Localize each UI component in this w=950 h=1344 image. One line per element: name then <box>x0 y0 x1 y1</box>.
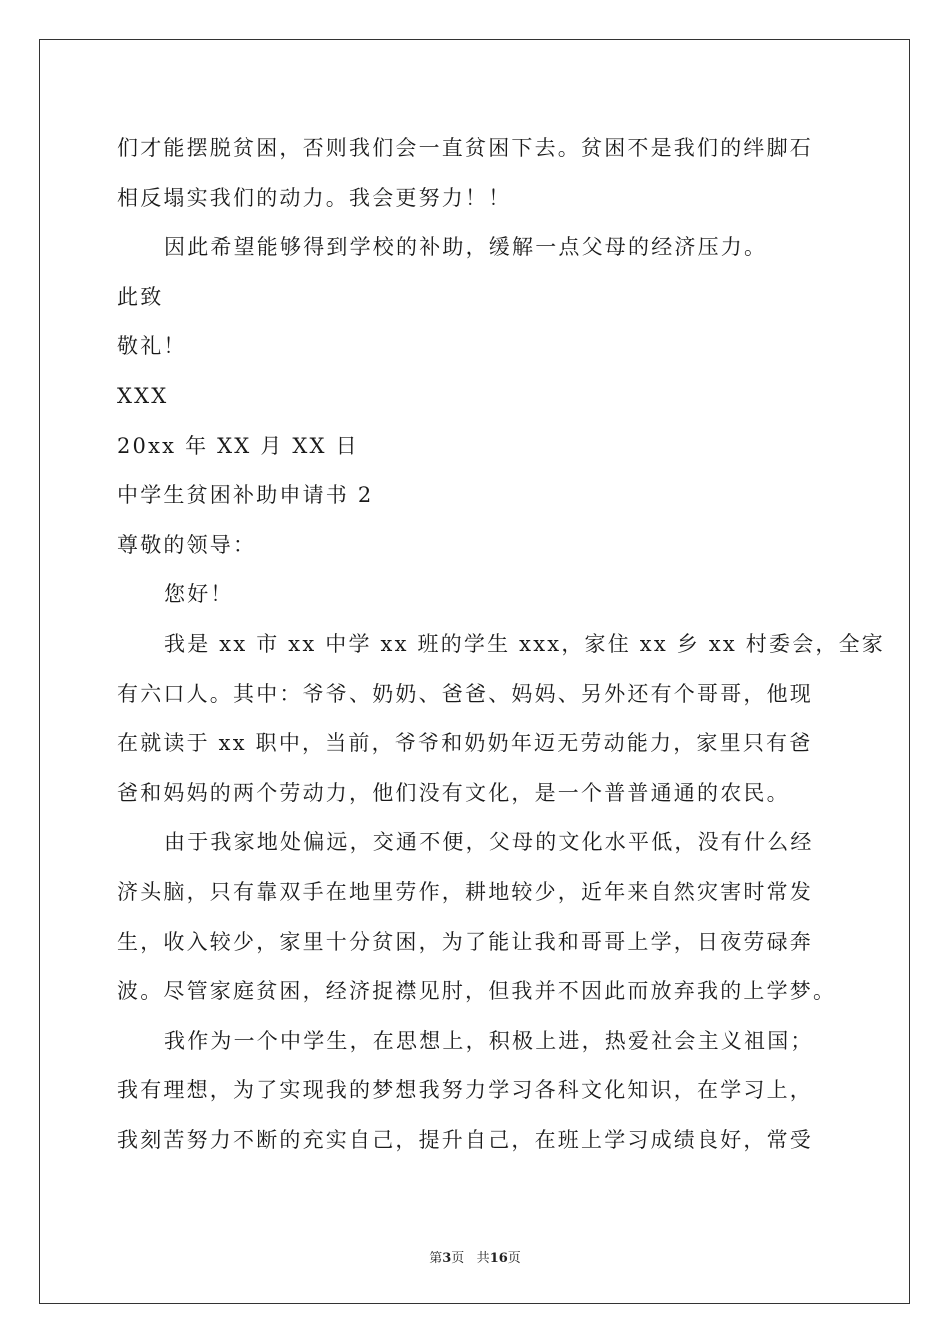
text-line: 我是 xx 市 xx 中学 xx 班的学生 xxx，家住 xx 乡 xx 村委会，全家 <box>164 631 885 656</box>
text-line: 中学生贫困补助申请书 2 <box>117 483 374 508</box>
text-line: 由于我家地处偏远，交通不便，父母的文化水平低，没有什么经 <box>164 830 814 855</box>
text-line: 敬礼！ <box>117 334 187 359</box>
text-line: 们才能摆脱贫困，否则我们会一直贫困下去。贫困不是我们的绊脚石 <box>117 136 813 160</box>
text-line: 我刻苦努力不断的充实自己，提升自己，在班上学习成绩良好，常受 <box>117 1127 813 1152</box>
text-line: 此致 <box>117 284 164 309</box>
text-line: 波。尽管家庭贫困，经济捉襟见肘，但我并不因此而放弃我的上学梦。 <box>117 979 837 1004</box>
text-line: 有六口人。其中：爷爷、奶奶、爸爸、妈妈、另外还有个哥哥，他现 <box>117 681 813 706</box>
text-line: 我作为一个中学生，在思想上，积极上进，热爱社会主义祖国； <box>164 1028 814 1053</box>
document-body <box>117 124 885 1165</box>
footer-page-prefix: 第 <box>429 1251 443 1266</box>
footer-total-pages: 16 <box>489 1251 508 1266</box>
text-line: 相反塌实我们的动力。我会更努力！！ <box>117 185 512 210</box>
text-line: 我有理想，为了实现我的梦想我努力学习各科文化知识，在学习上， <box>117 1078 813 1103</box>
text-line: 生，收入较少，家里十分贫困，为了能让我和哥哥上学，日夜劳碌奔 <box>117 929 813 954</box>
footer-current-page: 3 <box>442 1251 452 1266</box>
footer-total-prefix: 共 <box>476 1251 490 1266</box>
footer-total-suffix: 页 <box>507 1251 521 1266</box>
page-footer <box>0 1247 950 1266</box>
text-line: 20xx 年 XX 月 XX 日 <box>117 433 359 458</box>
text-line: 济头脑，只有靠双手在地里劳作，耕地较少，近年来自然灾害时常发 <box>117 879 813 904</box>
footer-page-suffix: 页 <box>451 1251 465 1266</box>
text-line: XXX <box>117 383 169 408</box>
text-line: 因此希望能够得到学校的补助，缓解一点父母的经济压力。 <box>164 235 768 260</box>
text-line: 尊敬的领导： <box>117 532 257 557</box>
text-line: 在就读于 xx 职中，当前，爷爷和奶奶年迈无劳动能力，家里只有爸 <box>117 731 813 756</box>
text-line: 您好！ <box>164 582 234 607</box>
text-line: 爸和妈妈的两个劳动力，他们没有文化，是一个普普通通的农民。 <box>117 780 790 805</box>
